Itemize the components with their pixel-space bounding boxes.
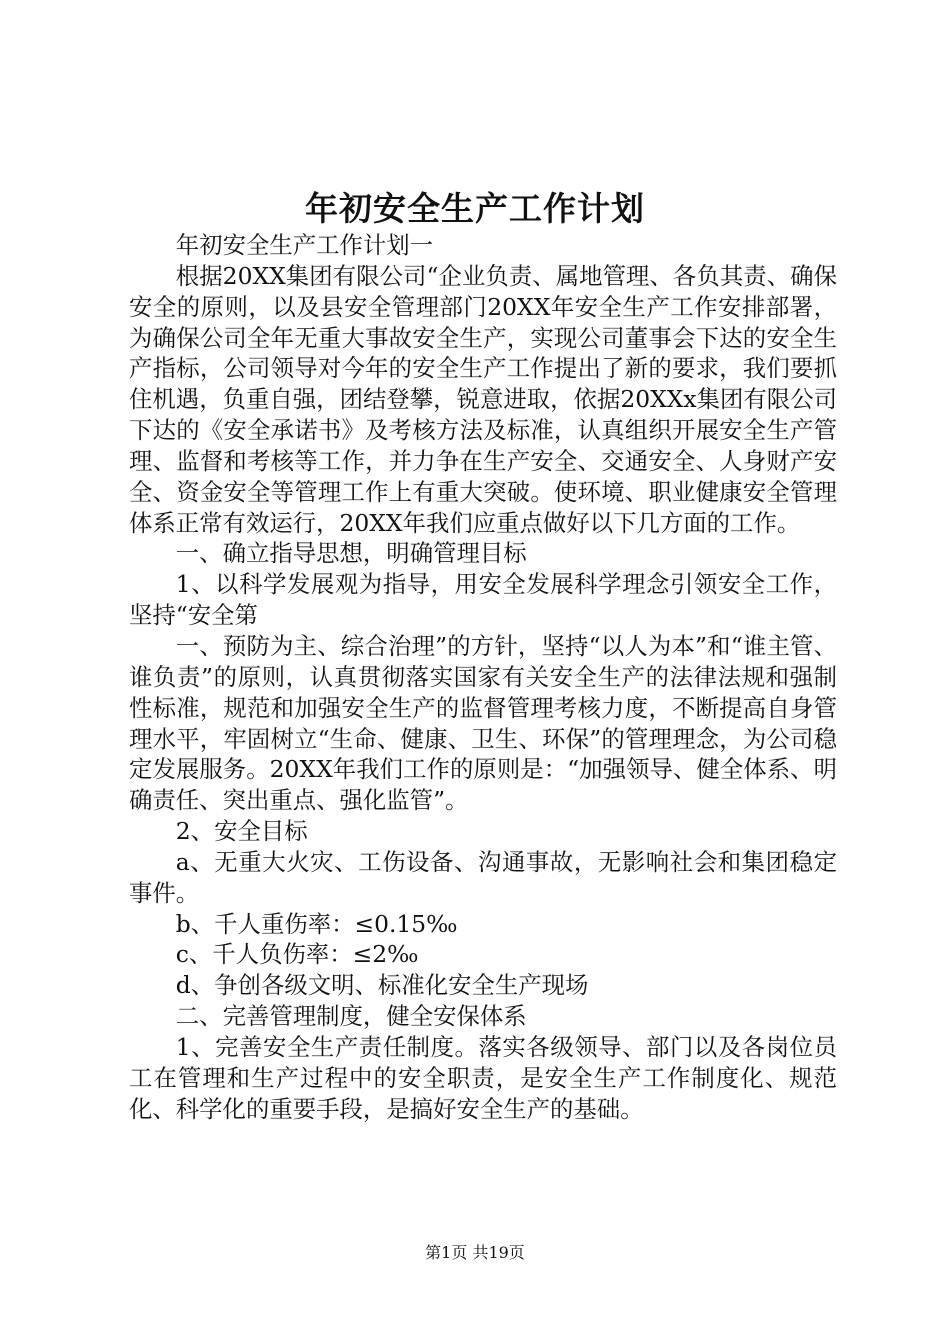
paragraph: 年初安全生产工作计划一 <box>175 231 434 259</box>
document-body <box>129 230 837 1124</box>
paragraph: d、争创各级文明、标准化安全生产现场 <box>175 971 589 1000</box>
paragraph: 1、以科学发展观为指导，用安全发展科学理念引领安全工作，坚持“安全第 <box>129 570 837 630</box>
paragraph: 一、预防为主、综合治理”的方针，坚持“以人为本”和“谁主管、谁负责”的原则，认真贯彻落实国家有关安全生产的法律法规和强制性标准，规范和加强安全生产的监督管理考核力度，不断提高自身管理水平，牢固树立“生命、健康、卫生、环保”的管理理念，为公司稳定发展服务。20XX年我们工作的原则是：“加强领导、健全体系、明确责任、突出重点、强化监管”。 <box>129 631 837 815</box>
paragraph: c、千人负伤率：≤2‰ <box>175 940 419 969</box>
paragraph: 1、完善安全生产责任制度。落实各级领导、部门以及各岗位员工在管理和生产过程中的安全职责，是安全生产工作制度化、规范化、科学化的重要手段，是搞好安全生产的基础。 <box>129 1032 837 1123</box>
paragraph: 根据20XX集团有限公司“企业负责、属地管理、各负其责、确保安全的原则，以及县安全管理部门20XX年安全生产工作安排部署，为确保公司全年无重大事故安全生产，实现公司董事会下达的安全生产指标，公司领导对今年的安全生产工作提出了新的要求，我们要抓住机遇，负重自强，团结登攀，锐意进取，依据20XXx集团有限公司下达的《安全承诺书》及考核方法及标准，认真组织开展安全生产管理、监督和考核等工作，并力争在生产安全、交通安全、人身财产安全、资金安全等管理工作上有重大突破。使环境、职业健康安全管理体系正常有效运行，20XX年我们应重点做好以下几方面的工作。 <box>129 261 837 537</box>
document-title: 年初安全生产工作计划 <box>305 189 645 228</box>
page-footer: 第1页 共19页 <box>425 1243 525 1262</box>
paragraph: a、无重大火灾、工伤设备、沟通事故，无影响社会和集团稳定事件。 <box>129 847 837 907</box>
paragraph: 一、确立指导思想，明确管理目标 <box>175 539 527 568</box>
paragraph: 二、完善管理制度，健全安保体系 <box>175 1002 527 1031</box>
paragraph: 2、安全目标 <box>175 817 308 846</box>
paragraph: b、千人重伤率：≤0.15‰ <box>175 909 458 938</box>
